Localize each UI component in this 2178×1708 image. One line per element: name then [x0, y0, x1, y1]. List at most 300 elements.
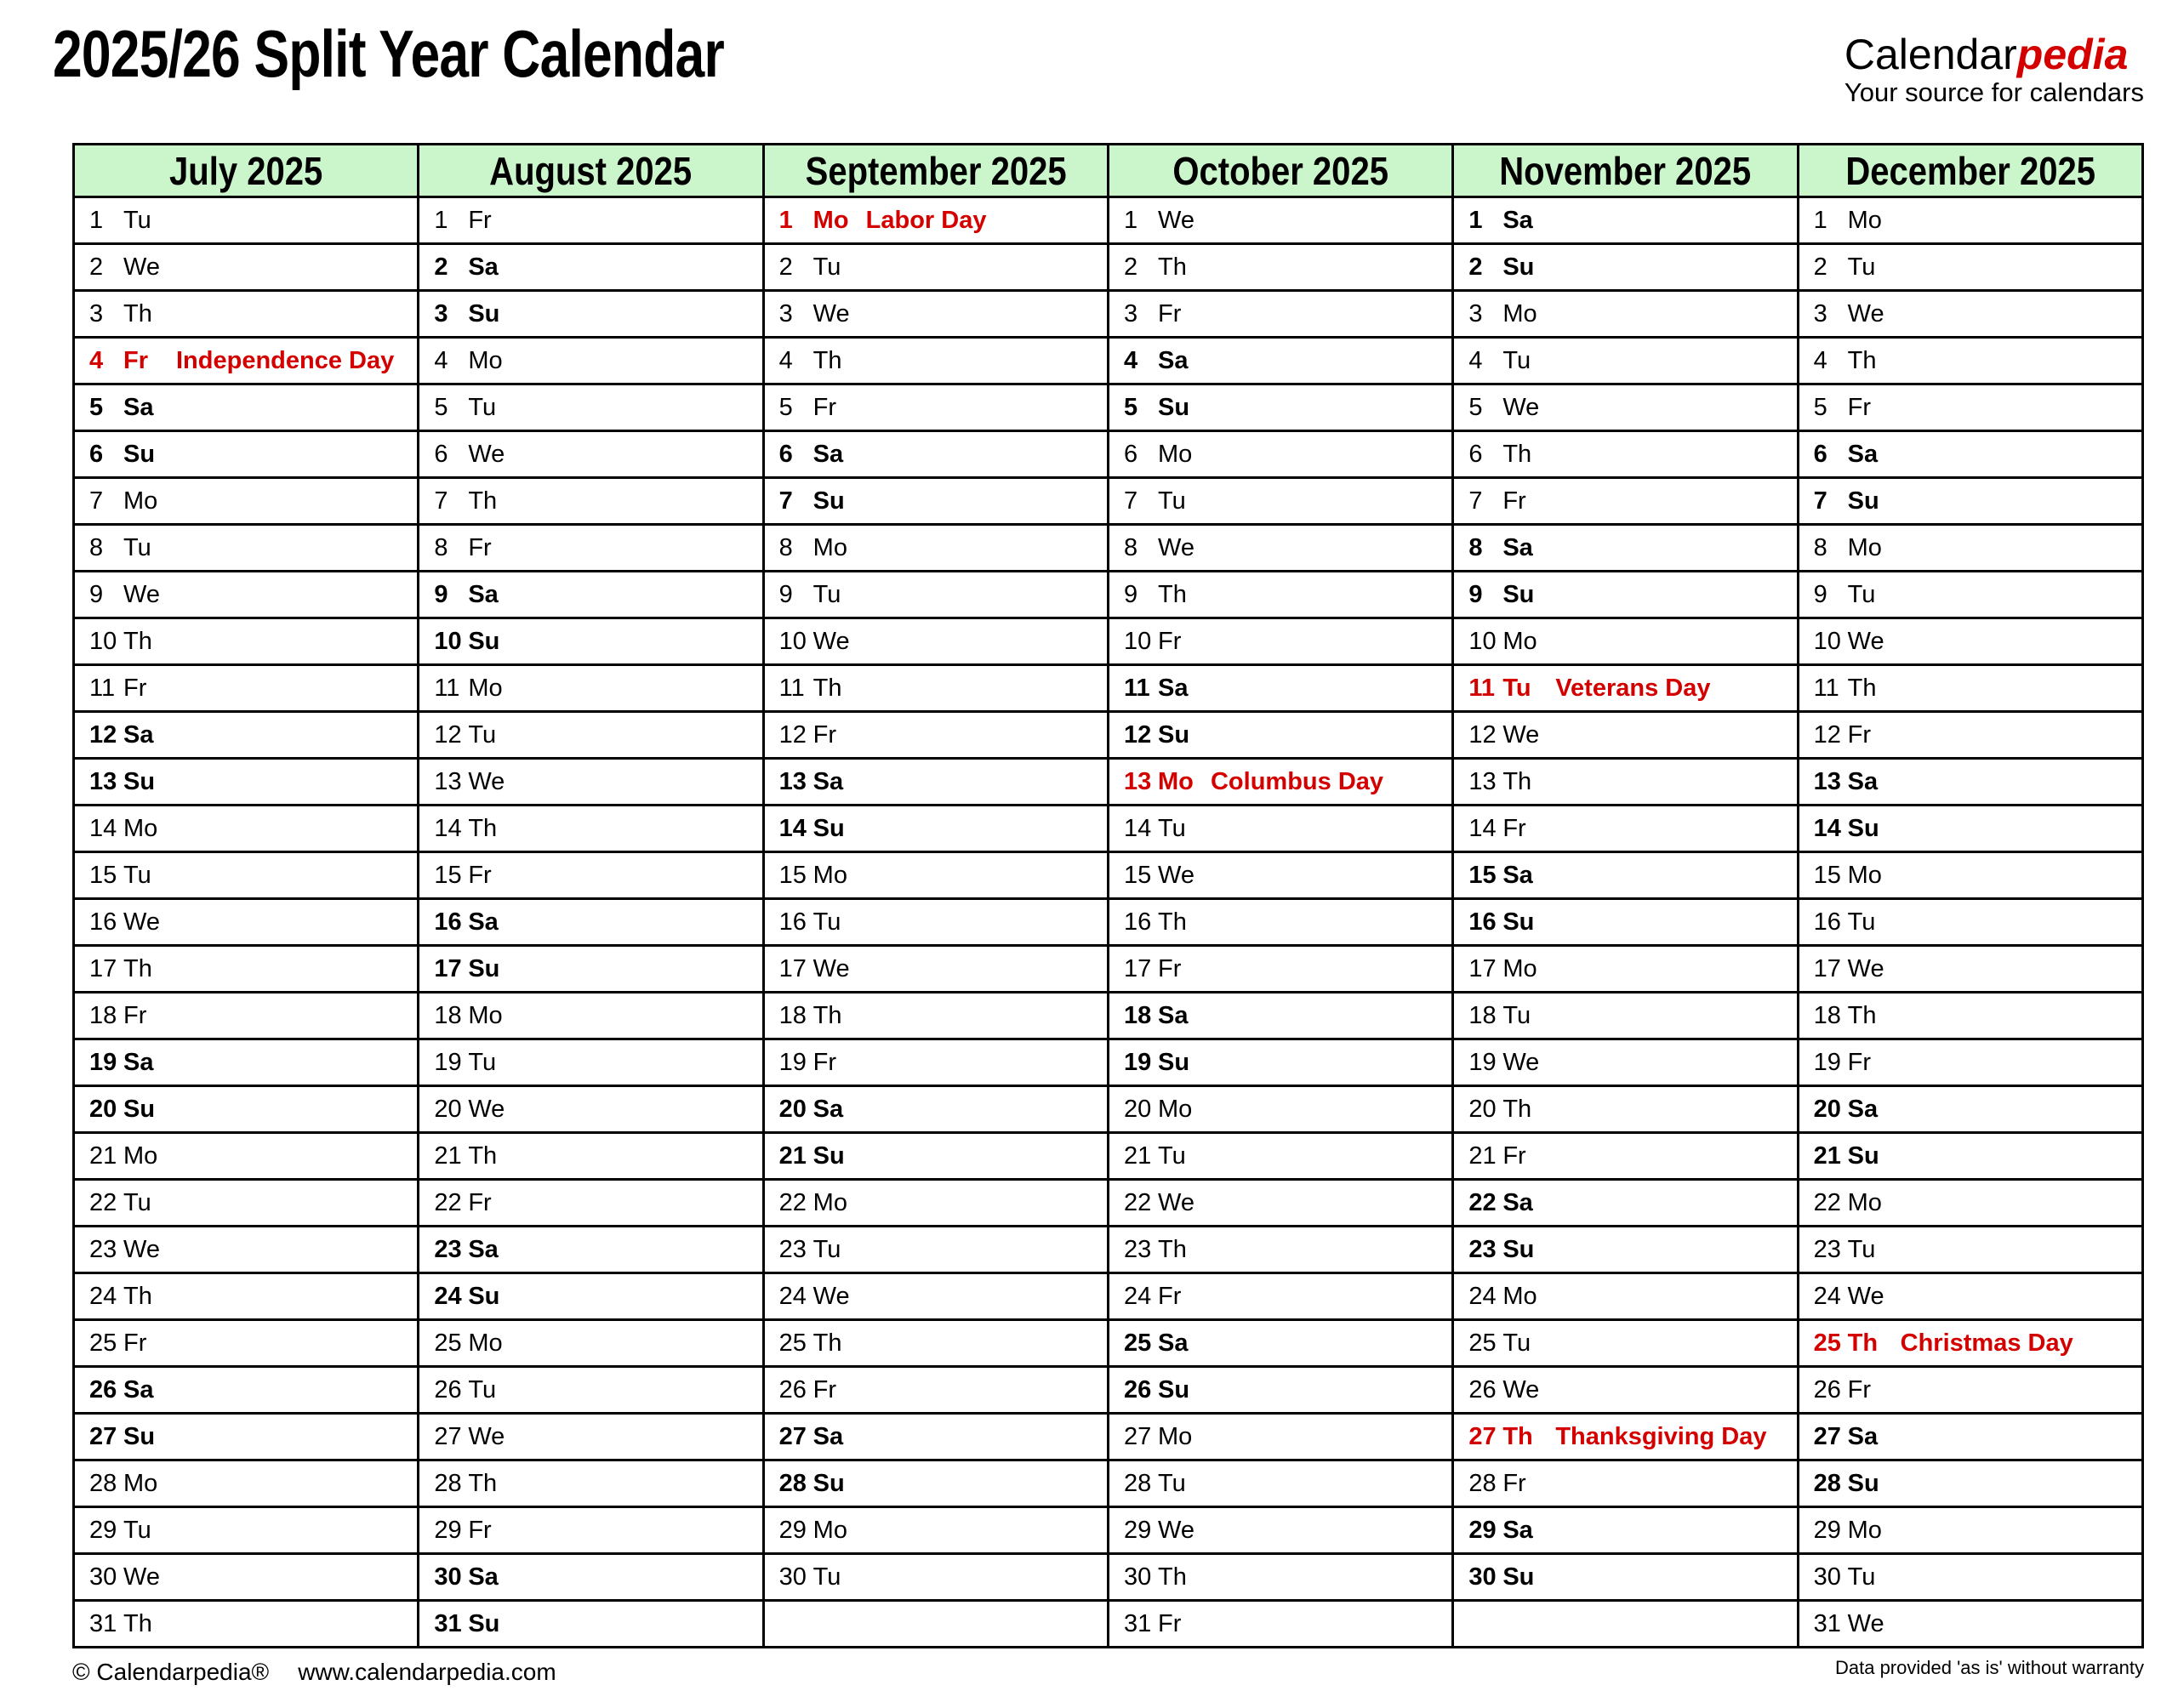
weekday-abbrev: We — [1847, 1609, 1884, 1637]
weekday-abbrev: Mo — [123, 814, 158, 842]
day-cell — [1108, 1273, 1452, 1320]
day-cell — [1453, 993, 1798, 1039]
day-number: 6 — [778, 440, 793, 468]
weekday-abbrev: Fr — [468, 1516, 492, 1544]
weekday-abbrev: Th — [123, 954, 152, 982]
day-number: 1 — [778, 206, 793, 234]
weekday-abbrev: Fr — [468, 206, 492, 234]
day-cell — [1798, 1180, 2142, 1227]
weekday-abbrev: We — [123, 580, 160, 608]
day-cell — [1453, 525, 1798, 572]
day-number: 13 — [778, 767, 807, 795]
weekday-abbrev: Mo — [468, 674, 503, 702]
day-cell — [1798, 665, 2142, 712]
day-cell — [74, 1460, 419, 1507]
weekday-abbrev: Su — [812, 487, 845, 515]
day-cell — [1798, 1554, 2142, 1601]
logo-text-red: pedia — [2016, 31, 2129, 78]
weekday-abbrev: Tu — [812, 1563, 841, 1591]
day-number: 16 — [1468, 908, 1497, 936]
day-number: 11 — [1468, 674, 1495, 702]
day-number: 19 — [1468, 1048, 1497, 1076]
day-number: 9 — [1123, 580, 1138, 608]
day-number: 19 — [1123, 1048, 1152, 1076]
weekday-abbrev: Th — [123, 299, 152, 327]
weekday-abbrev: Su — [1157, 1048, 1190, 1076]
weekday-abbrev: Tu — [123, 533, 151, 561]
day-cell — [1453, 1227, 1798, 1273]
calendar-row — [74, 1414, 2143, 1460]
day-cell — [74, 1554, 419, 1601]
calendar-row — [74, 852, 2143, 899]
day-number: 30 — [1813, 1563, 1841, 1591]
calendar-row — [74, 1507, 2143, 1554]
calendar-row — [74, 478, 2143, 525]
footer-left — [72, 1659, 556, 1686]
day-number: 24 — [1468, 1282, 1497, 1310]
weekday-abbrev: Mo — [812, 1188, 847, 1216]
weekday-abbrev: Tu — [1847, 908, 1876, 936]
day-cell — [763, 993, 1108, 1039]
day-cell — [1453, 431, 1798, 478]
day-cell — [763, 384, 1108, 431]
day-cell — [419, 244, 763, 291]
day-number: 7 — [434, 487, 448, 515]
weekday-abbrev: Su — [1157, 1375, 1190, 1403]
weekday-abbrev: Mo — [1157, 440, 1193, 468]
calendar-row — [74, 712, 2143, 759]
day-number: 21 — [1468, 1142, 1497, 1170]
day-cell — [763, 244, 1108, 291]
day-number: 14 — [1813, 814, 1841, 842]
calendar-row — [74, 1320, 2143, 1367]
day-cell — [763, 1554, 1108, 1601]
weekday-abbrev: Fr — [1157, 954, 1182, 982]
weekday-abbrev: Fr — [123, 1329, 147, 1357]
weekday-abbrev: We — [812, 954, 850, 982]
day-number: 20 — [89, 1095, 117, 1123]
day-cell — [1108, 852, 1452, 899]
weekday-abbrev: We — [1157, 1188, 1194, 1216]
day-cell — [1108, 618, 1452, 665]
weekday-abbrev: Mo — [123, 1142, 158, 1170]
day-number: 2 — [1813, 253, 1827, 281]
day-number: 7 — [778, 487, 793, 515]
day-number: 9 — [778, 580, 793, 608]
weekday-abbrev: Sa — [812, 440, 844, 468]
day-cell — [419, 1507, 763, 1554]
day-cell — [419, 1227, 763, 1273]
day-cell — [1798, 1367, 2142, 1414]
day-number: 1 — [89, 206, 104, 234]
day-number: 12 — [1123, 720, 1152, 749]
day-cell — [419, 759, 763, 806]
day-number: 10 — [1813, 627, 1841, 655]
weekday-abbrev: Th — [123, 627, 152, 655]
day-cell — [1453, 291, 1798, 338]
weekday-abbrev: Tu — [123, 861, 151, 889]
day-number: 21 — [434, 1142, 462, 1170]
day-number: 31 — [89, 1609, 117, 1637]
weekday-abbrev: Tu — [1502, 674, 1531, 702]
day-cell — [419, 1554, 763, 1601]
day-number: 29 — [89, 1516, 117, 1544]
day-cell — [74, 1507, 419, 1554]
day-cell — [763, 1039, 1108, 1086]
calendar-row — [74, 806, 2143, 852]
day-cell — [74, 338, 419, 384]
day-cell — [74, 384, 419, 431]
calendarpedia-link[interactable]: www.calendarpedia.com — [298, 1659, 556, 1685]
day-number: 16 — [434, 908, 462, 936]
day-cell — [1108, 431, 1452, 478]
day-number: 18 — [1468, 1001, 1497, 1029]
logo-wordmark — [1844, 32, 2144, 77]
day-cell — [1108, 806, 1452, 852]
calendar-row — [74, 338, 2143, 384]
weekday-abbrev: Sa — [1847, 1095, 1879, 1123]
weekday-abbrev: Tu — [1157, 1469, 1186, 1497]
weekday-abbrev: Mo — [1847, 1188, 1882, 1216]
day-cell — [1798, 338, 2142, 384]
day-cell — [1798, 759, 2142, 806]
day-number: 14 — [778, 814, 807, 842]
day-cell — [1453, 478, 1798, 525]
day-number: 3 — [1123, 299, 1138, 327]
day-number: 24 — [1123, 1282, 1152, 1310]
weekday-abbrev: Fr — [468, 861, 492, 889]
day-cell — [74, 993, 419, 1039]
calendar-row — [74, 1601, 2143, 1648]
weekday-abbrev: We — [1157, 206, 1194, 234]
day-number: 2 — [434, 253, 448, 281]
month-header: November 2025 — [1453, 145, 1798, 197]
day-cell — [1453, 665, 1798, 712]
day-number: 29 — [778, 1516, 807, 1544]
day-cell — [763, 478, 1108, 525]
day-number: 24 — [434, 1282, 462, 1310]
day-number: 6 — [1468, 440, 1483, 468]
day-cell — [763, 946, 1108, 993]
weekday-abbrev: Sa — [123, 393, 154, 421]
weekday-abbrev: Sa — [812, 1422, 844, 1450]
day-number: 8 — [1813, 533, 1827, 561]
day-number: 23 — [1123, 1235, 1152, 1263]
day-number: 24 — [778, 1282, 807, 1310]
weekday-abbrev: Th — [1502, 1422, 1533, 1450]
day-number: 18 — [89, 1001, 117, 1029]
holiday-label: Independence Day — [176, 346, 395, 374]
day-number: 22 — [89, 1188, 117, 1216]
day-cell — [763, 431, 1108, 478]
day-number: 9 — [89, 580, 104, 608]
day-cell — [1108, 1320, 1452, 1367]
day-number: 6 — [1123, 440, 1138, 468]
day-cell — [1453, 1320, 1798, 1367]
calendar-row — [74, 1554, 2143, 1601]
weekday-abbrev: Fr — [812, 1375, 837, 1403]
day-cell — [419, 1320, 763, 1367]
weekday-abbrev: Th — [1502, 1095, 1532, 1123]
day-number: 6 — [1813, 440, 1827, 468]
day-cell — [1108, 572, 1452, 618]
calendar-row — [74, 291, 2143, 338]
weekday-abbrev: Su — [123, 1095, 156, 1123]
day-cell — [74, 431, 419, 478]
day-cell — [1108, 1227, 1452, 1273]
day-cell — [74, 665, 419, 712]
day-number: 23 — [1813, 1235, 1841, 1263]
day-cell — [1108, 478, 1452, 525]
day-number: 15 — [1123, 861, 1152, 889]
day-number: 25 — [1123, 1329, 1152, 1357]
day-cell — [1798, 1273, 2142, 1320]
weekday-abbrev: Mo — [1157, 1095, 1193, 1123]
day-number: 7 — [1123, 487, 1138, 515]
day-number: 27 — [1813, 1422, 1841, 1450]
day-number: 30 — [434, 1563, 462, 1591]
day-number: 20 — [1813, 1095, 1841, 1123]
day-number: 28 — [434, 1469, 462, 1497]
weekday-abbrev: Su — [812, 1469, 845, 1497]
weekday-abbrev: Th — [1502, 440, 1532, 468]
weekday-abbrev: We — [468, 440, 505, 468]
day-cell — [419, 572, 763, 618]
calendar-row — [74, 759, 2143, 806]
day-number: 12 — [778, 720, 807, 749]
day-number: 19 — [434, 1048, 462, 1076]
weekday-abbrev: Th — [468, 1142, 498, 1170]
day-number: 25 — [778, 1329, 807, 1357]
day-number: 30 — [1123, 1563, 1152, 1591]
calendar-row — [74, 431, 2143, 478]
holiday-label: Thanksgiving Day — [1555, 1422, 1767, 1450]
calendar-row — [74, 572, 2143, 618]
day-cell — [419, 1086, 763, 1133]
weekday-abbrev: Su — [1502, 580, 1535, 608]
day-cell — [1798, 572, 2142, 618]
weekday-abbrev: Mo — [468, 1329, 503, 1357]
day-number: 22 — [1468, 1188, 1497, 1216]
day-number: 17 — [1123, 954, 1152, 982]
weekday-abbrev: Sa — [1847, 767, 1879, 795]
day-cell — [1453, 1273, 1798, 1320]
weekday-abbrev: Th — [1157, 1235, 1187, 1263]
weekday-abbrev: Th — [1157, 253, 1187, 281]
day-number: 23 — [1468, 1235, 1497, 1263]
day-cell — [1108, 1601, 1452, 1648]
holiday-label: Columbus Day — [1210, 767, 1384, 795]
day-cell — [763, 1367, 1108, 1414]
weekday-abbrev: Sa — [1847, 1422, 1879, 1450]
day-number: 13 — [1813, 767, 1841, 795]
weekday-abbrev: Th — [468, 814, 498, 842]
day-cell — [1108, 1507, 1452, 1554]
day-number: 7 — [89, 487, 104, 515]
weekday-abbrev: Mo — [123, 487, 158, 515]
day-number: 17 — [434, 954, 462, 982]
day-cell — [1453, 338, 1798, 384]
logo-text-black: Calendar — [1844, 31, 2017, 78]
blank-cell — [1453, 1601, 1798, 1648]
day-cell — [419, 1133, 763, 1180]
calendar-row — [74, 1460, 2143, 1507]
day-cell — [1798, 525, 2142, 572]
day-number: 31 — [434, 1609, 462, 1637]
day-number: 8 — [778, 533, 793, 561]
day-number: 22 — [434, 1188, 462, 1216]
day-cell — [1453, 806, 1798, 852]
day-number: 30 — [1468, 1563, 1497, 1591]
day-cell — [74, 478, 419, 525]
day-number: 4 — [1468, 346, 1483, 374]
month-header: July 2025 — [74, 145, 419, 197]
day-cell — [763, 1086, 1108, 1133]
day-cell — [419, 1367, 763, 1414]
weekday-abbrev: Su — [1502, 1235, 1535, 1263]
weekday-abbrev: Th — [1157, 580, 1187, 608]
day-cell — [419, 618, 763, 665]
weekday-abbrev: Fr — [812, 393, 837, 421]
day-cell — [419, 665, 763, 712]
weekday-abbrev: Su — [1157, 393, 1190, 421]
weekday-abbrev: Tu — [1502, 1329, 1531, 1357]
day-cell — [763, 1273, 1108, 1320]
calendarpedia-logo — [1844, 32, 2144, 106]
day-number: 25 — [434, 1329, 462, 1357]
day-number: 5 — [434, 393, 448, 421]
day-number: 7 — [1468, 487, 1483, 515]
weekday-abbrev: Su — [468, 954, 500, 982]
day-cell — [419, 431, 763, 478]
weekday-abbrev: Mo — [1847, 1516, 1882, 1544]
day-number: 3 — [434, 299, 448, 327]
day-number: 7 — [1813, 487, 1827, 515]
weekday-abbrev: Sa — [468, 1563, 499, 1591]
day-cell — [1798, 1320, 2142, 1367]
weekday-abbrev: Fr — [1847, 393, 1872, 421]
day-number: 16 — [89, 908, 117, 936]
day-cell — [1798, 1460, 2142, 1507]
day-number: 26 — [1123, 1375, 1152, 1403]
weekday-abbrev: We — [1157, 861, 1194, 889]
day-number: 9 — [434, 580, 448, 608]
day-cell — [763, 572, 1108, 618]
month-header: October 2025 — [1108, 145, 1452, 197]
weekday-abbrev: We — [1502, 1375, 1540, 1403]
day-number: 12 — [434, 720, 462, 749]
day-cell — [419, 197, 763, 244]
weekday-abbrev: Sa — [1502, 1516, 1533, 1544]
weekday-abbrev: We — [1847, 627, 1884, 655]
weekday-abbrev: We — [1502, 1048, 1540, 1076]
day-number: 8 — [1123, 533, 1138, 561]
day-number: 2 — [1468, 253, 1483, 281]
day-number: 27 — [434, 1422, 462, 1450]
weekday-abbrev: We — [1847, 954, 1884, 982]
weekday-abbrev: Fr — [1157, 299, 1182, 327]
weekday-abbrev: Tu — [1847, 1563, 1876, 1591]
day-number: 20 — [434, 1095, 462, 1123]
day-cell — [1798, 993, 2142, 1039]
day-number: 18 — [434, 1001, 462, 1029]
day-number: 15 — [434, 861, 462, 889]
day-number: 18 — [778, 1001, 807, 1029]
day-cell — [419, 1601, 763, 1648]
weekday-abbrev: Su — [123, 767, 156, 795]
day-cell — [419, 525, 763, 572]
calendar-row — [74, 244, 2143, 291]
day-number: 13 — [1468, 767, 1497, 795]
day-number: 5 — [89, 393, 104, 421]
weekday-abbrev: Mo — [812, 861, 847, 889]
weekday-abbrev: Su — [812, 1142, 845, 1170]
day-number: 20 — [1468, 1095, 1497, 1123]
day-cell — [1108, 197, 1452, 244]
day-number: 27 — [89, 1422, 117, 1450]
weekday-abbrev: We — [812, 299, 850, 327]
day-cell — [74, 1320, 419, 1367]
weekday-abbrev: We — [1847, 299, 1884, 327]
day-number: 10 — [1468, 627, 1497, 655]
weekday-abbrev: Mo — [1157, 767, 1194, 795]
holiday-label: Christmas Day — [1900, 1329, 2073, 1357]
day-number: 2 — [778, 253, 793, 281]
weekday-abbrev: Su — [468, 1609, 500, 1637]
weekday-abbrev: Th — [1847, 1329, 1879, 1357]
weekday-abbrev: Sa — [123, 1375, 154, 1403]
day-number: 21 — [89, 1142, 117, 1170]
weekday-abbrev: Su — [1502, 1563, 1535, 1591]
day-cell — [1108, 759, 1452, 806]
weekday-abbrev: Th — [1157, 908, 1187, 936]
day-number: 26 — [1468, 1375, 1497, 1403]
weekday-abbrev: Th — [1847, 346, 1877, 374]
day-number: 22 — [778, 1188, 807, 1216]
day-cell — [1108, 384, 1452, 431]
day-cell — [1798, 384, 2142, 431]
weekday-abbrev: Sa — [123, 1048, 154, 1076]
weekday-abbrev: Mo — [812, 206, 849, 234]
day-cell — [74, 806, 419, 852]
day-cell — [419, 384, 763, 431]
day-number: 17 — [1813, 954, 1841, 982]
day-number: 29 — [434, 1516, 462, 1544]
day-cell — [763, 618, 1108, 665]
weekday-abbrev: Su — [1847, 487, 1879, 515]
day-cell — [763, 338, 1108, 384]
day-number: 17 — [89, 954, 117, 982]
day-cell — [1453, 1180, 1798, 1227]
day-cell — [74, 244, 419, 291]
weekday-abbrev: Tu — [468, 720, 497, 749]
day-cell — [1798, 852, 2142, 899]
weekday-abbrev: Mo — [468, 1001, 503, 1029]
day-cell — [1108, 946, 1452, 993]
day-cell — [763, 712, 1108, 759]
day-cell — [1453, 244, 1798, 291]
day-cell — [74, 1414, 419, 1460]
weekday-abbrev: Tu — [468, 1375, 497, 1403]
day-cell — [1453, 946, 1798, 993]
calendar-table — [72, 143, 2144, 1648]
day-number: 11 — [1813, 674, 1839, 702]
calendar-row — [74, 993, 2143, 1039]
weekday-abbrev: Th — [1157, 1563, 1187, 1591]
weekday-abbrev: Tu — [1157, 1142, 1186, 1170]
weekday-abbrev: Fr — [123, 346, 148, 374]
day-number: 14 — [434, 814, 462, 842]
